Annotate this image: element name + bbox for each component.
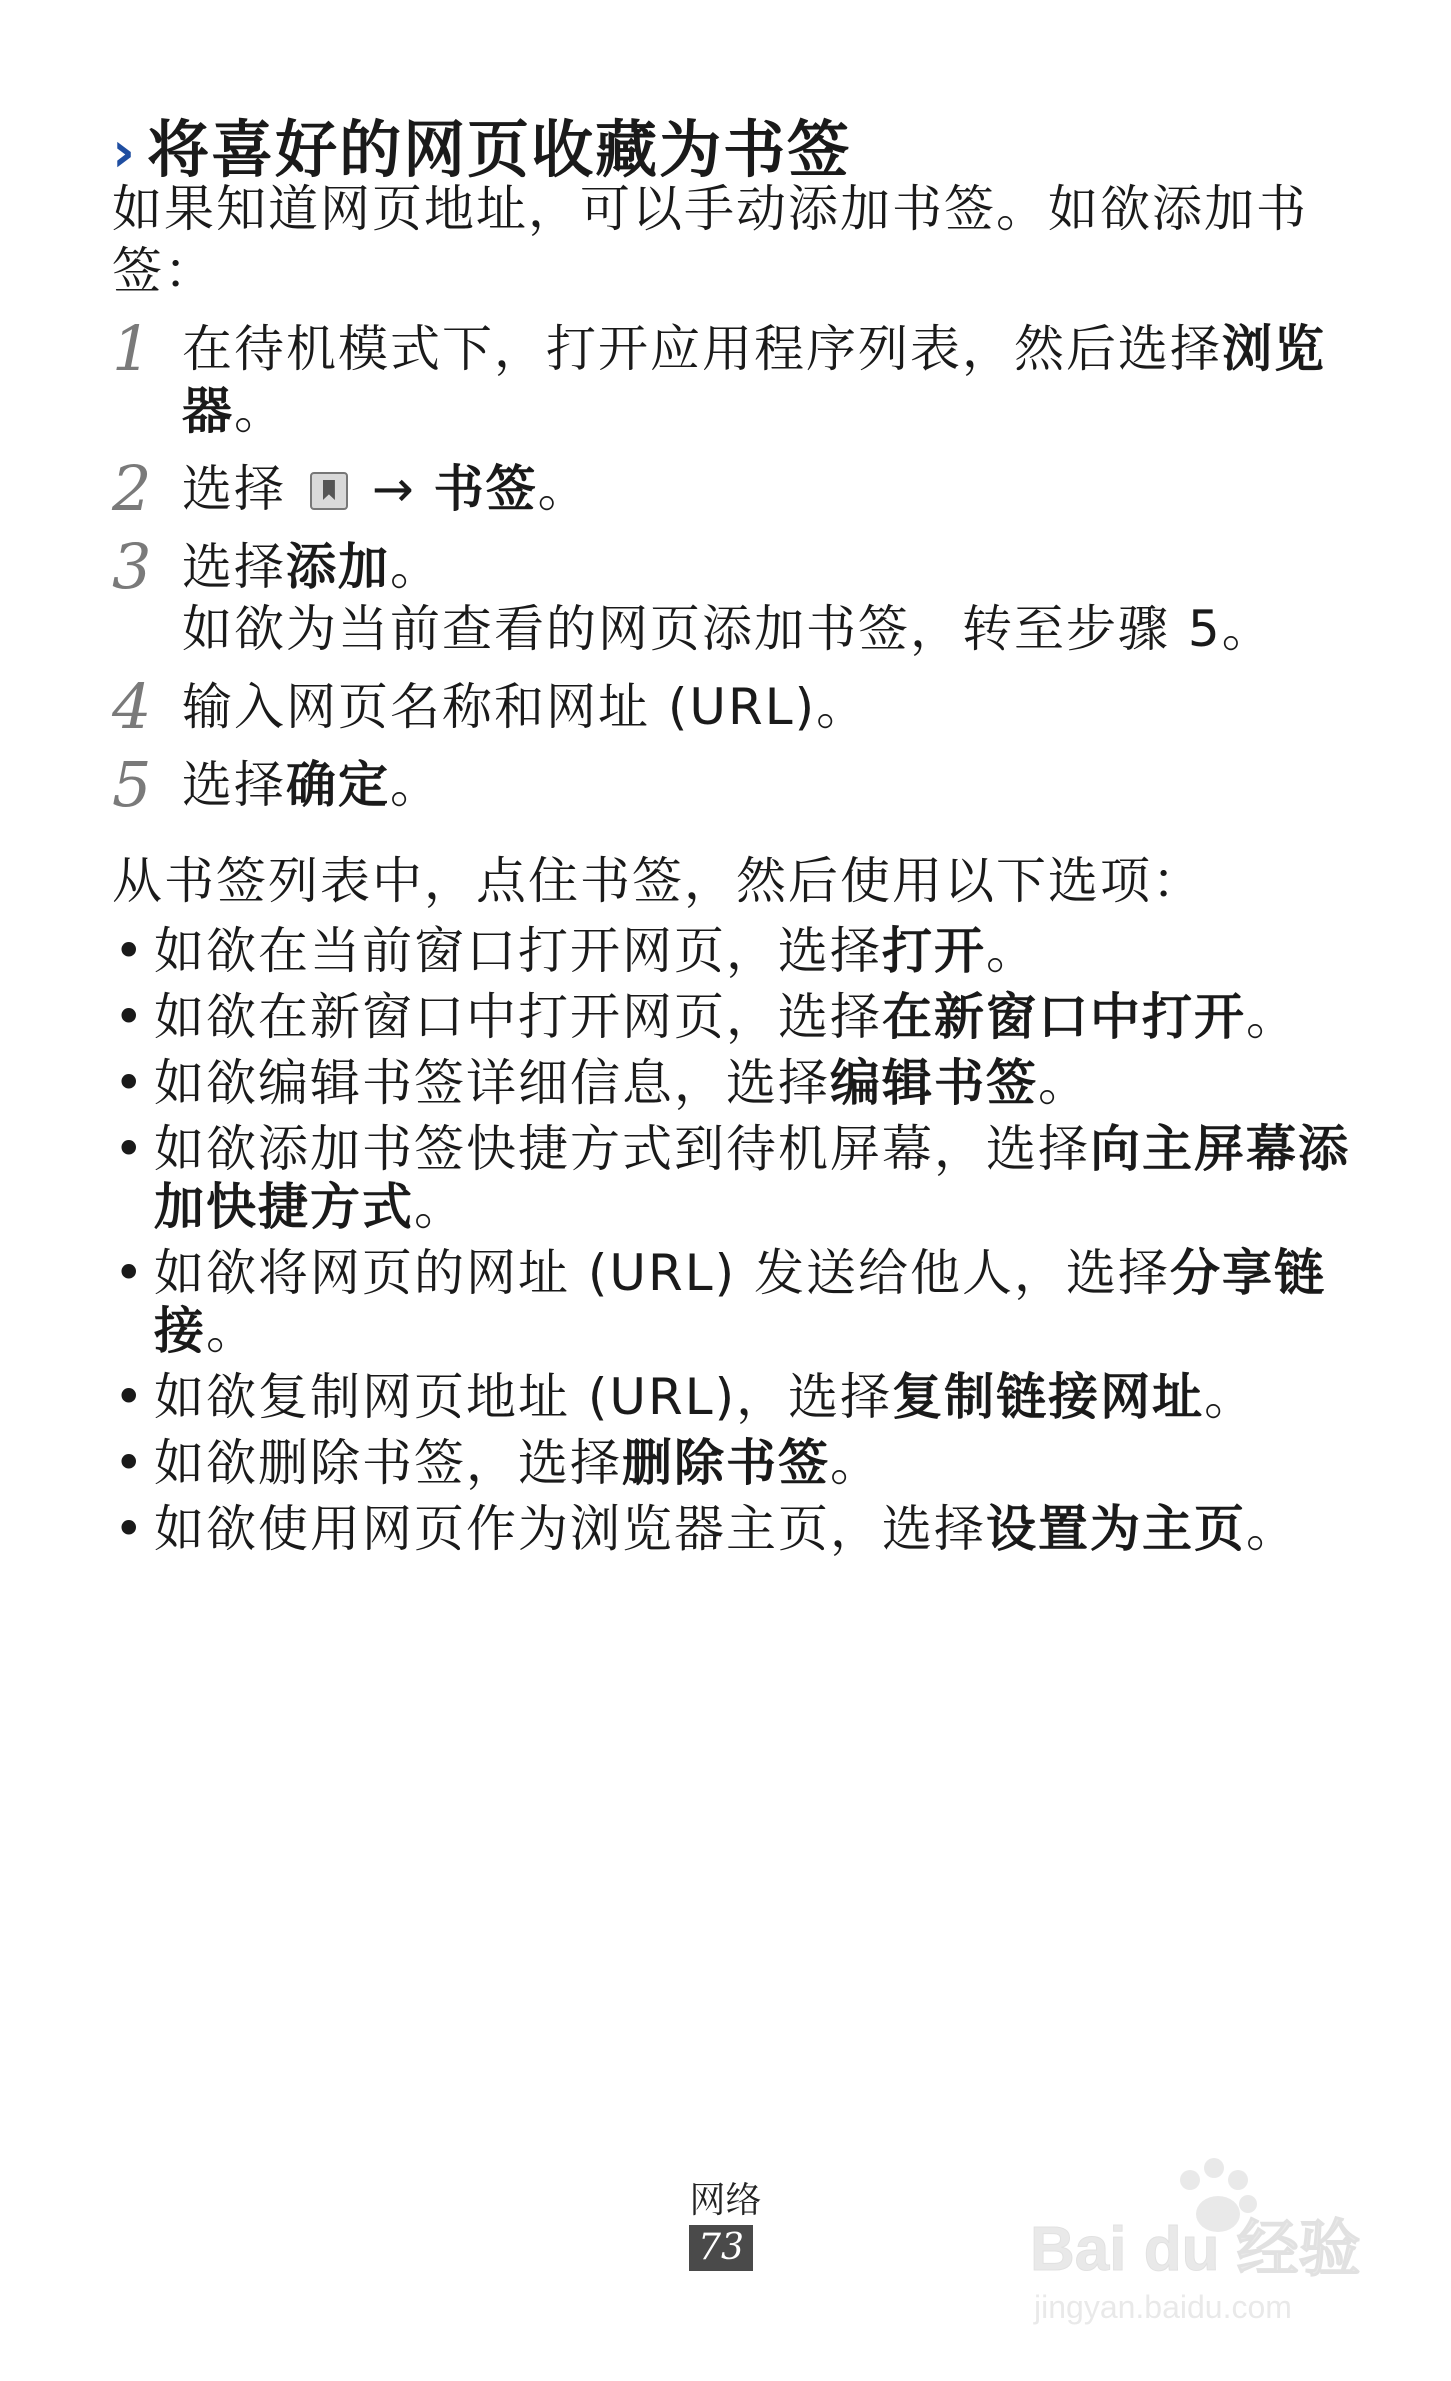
step-punct: 。 xyxy=(537,460,590,518)
section-heading xyxy=(112,100,851,189)
option-punct: 。 xyxy=(1246,1500,1298,1558)
bullet-icon: • xyxy=(114,988,146,1046)
list-item xyxy=(112,922,1352,980)
option-text: 如欲在当前窗口打开网页，选择 xyxy=(154,922,882,980)
option-bold-term: 删除书签 xyxy=(622,1434,830,1492)
option-punct: 。 xyxy=(986,922,1038,980)
watermark-url: jingyan.baidu.com xyxy=(1034,2289,1292,2325)
step-text: 选择 xyxy=(182,460,286,518)
step-number: 4 xyxy=(112,670,154,743)
list-item xyxy=(112,1244,1352,1360)
section-title: 将喜好的网页收藏为书签 xyxy=(147,113,852,186)
arrow-glyph: → xyxy=(371,460,416,518)
list-item xyxy=(112,1054,1352,1112)
options-list xyxy=(112,922,1352,1566)
step-bold-term: 添加 xyxy=(286,538,390,596)
page-number: 73 xyxy=(689,2225,753,2271)
step-item xyxy=(112,312,1352,442)
step-item xyxy=(112,530,1352,660)
steps-list xyxy=(112,312,1352,832)
bullet-icon: • xyxy=(114,922,146,980)
option-bold-term: 复制链接网址 xyxy=(892,1368,1205,1426)
step-number: 1 xyxy=(112,312,154,385)
watermark-brand: Bai du 经验 xyxy=(1030,2215,1361,2284)
option-text: 如欲复制网页地址 (URL)，选择 xyxy=(154,1368,893,1426)
list-item xyxy=(112,1368,1352,1426)
bullet-icon: • xyxy=(114,1054,146,1112)
step-number: 5 xyxy=(112,748,154,821)
list-item xyxy=(112,1120,1352,1236)
option-text: 如欲使用网页作为浏览器主页，选择 xyxy=(154,1500,986,1558)
bullet-icon: • xyxy=(114,1434,146,1492)
option-bold-term: 设置为主页 xyxy=(986,1500,1246,1558)
bullet-icon: • xyxy=(114,1120,146,1178)
option-text: 如欲编辑书签详细信息，选择 xyxy=(154,1054,830,1112)
list-item xyxy=(112,988,1352,1046)
option-bold-term: 在新窗口中打开 xyxy=(882,988,1246,1046)
bullet-icon: • xyxy=(114,1244,146,1302)
footer-section-label: 网络 xyxy=(689,2180,762,2221)
step-text: 选择 xyxy=(182,538,286,596)
option-text: 如欲删除书签，选择 xyxy=(154,1434,622,1492)
step-item xyxy=(112,452,1352,525)
step-bold-term: 浏览器 xyxy=(182,320,1326,440)
step-item xyxy=(112,748,1352,821)
bookmark-icon xyxy=(310,472,348,510)
step-text: 在待机模式下，打开应用程序列表，然后选择 xyxy=(182,320,1222,378)
option-bold-term: 向主屏幕添加快捷方式 xyxy=(154,1120,1350,1236)
option-punct: 。 xyxy=(830,1434,882,1492)
option-bold-term: 打开 xyxy=(882,922,986,980)
chevron-icon: › xyxy=(112,120,138,185)
list-item xyxy=(112,1500,1352,1558)
step-subnote: 如欲为当前查看的网页添加书签，转至步骤 5。 xyxy=(182,600,1274,658)
option-text: 如欲在新窗口中打开网页，选择 xyxy=(154,988,882,1046)
step-text: 选择 xyxy=(182,756,286,814)
option-text: 如欲添加书签快捷方式到待机屏幕，选择 xyxy=(154,1120,1090,1178)
option-bold-term: 分享链接 xyxy=(154,1244,1326,1360)
option-punct: 。 xyxy=(1204,1368,1257,1426)
option-bold-term: 编辑书签 xyxy=(830,1054,1038,1112)
step-item xyxy=(112,670,1352,743)
step-number: 2 xyxy=(112,452,154,525)
option-punct: 。 xyxy=(1038,1054,1090,1112)
options-lead: 从书签列表中，点住书签，然后使用以下选项： xyxy=(112,852,1204,910)
bullet-icon: • xyxy=(114,1500,146,1558)
step-number: 3 xyxy=(112,530,154,603)
option-punct: 。 xyxy=(414,1178,466,1236)
option-punct: 。 xyxy=(206,1302,258,1360)
step-punct: 。 xyxy=(390,538,442,596)
baidu-jingyan-watermark xyxy=(1020,2140,1420,2330)
step-punct: 。 xyxy=(234,382,286,440)
bullet-icon: • xyxy=(114,1368,146,1426)
step-bold-term: 确定 xyxy=(286,756,390,814)
step-text: 输入网页名称和网址 (URL)。 xyxy=(182,678,869,736)
option-punct: 。 xyxy=(1246,988,1298,1046)
step-bold-term: 书签 xyxy=(433,460,538,518)
option-text: 如欲将网页的网址 (URL) 发送给他人，选择 xyxy=(154,1244,1170,1302)
intro-paragraph: 如果知道网页地址，可以手动添加书签。如欲添加书签： xyxy=(112,180,1308,300)
list-item xyxy=(112,1434,1352,1492)
step-punct: 。 xyxy=(390,756,442,814)
